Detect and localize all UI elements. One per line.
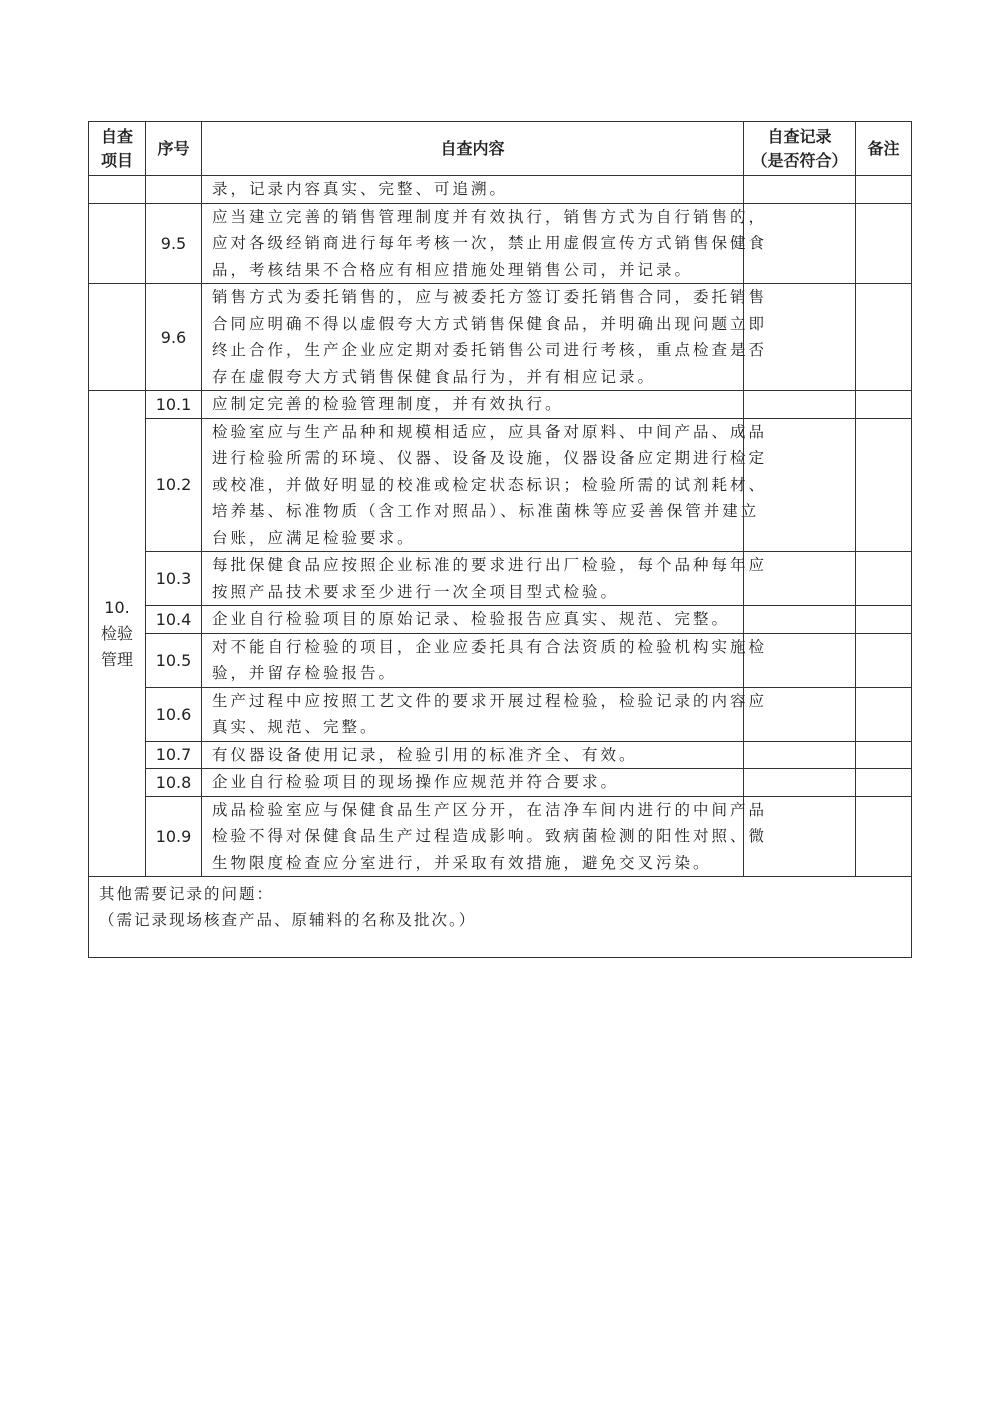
notes-hint: （需记录现场核查产品、原辅料的名称及批次。） xyxy=(99,911,477,929)
table-row xyxy=(89,769,912,797)
content-line: 应对各级经销商进行每年考核一次，禁止用虚假宣传方式销售保健食 xyxy=(212,234,768,252)
header-remark: 备注 xyxy=(856,122,912,176)
content-line: 检验不得对保健食品生产过程造成影响。致病菌检测的阳性对照、微 xyxy=(212,827,768,845)
table-row xyxy=(89,284,912,391)
table-row xyxy=(89,176,912,204)
table-row xyxy=(89,796,912,877)
remark-cell[interactable] xyxy=(856,769,912,797)
seq-cell: 10.1 xyxy=(146,391,202,419)
header-seq: 序号 xyxy=(146,122,202,176)
group-label-line: 检验 xyxy=(100,623,133,643)
content-line: 生产过程中应按照工艺文件的要求开展过程检验，检验记录的内容应 xyxy=(212,691,768,710)
content-line: 对不能自行检验的项目，企业应委托具有合法资质的检验机构实施检 xyxy=(212,637,768,656)
header-item-line: 项目 xyxy=(100,150,133,170)
content-line: 每批保健食品应按照企业标准的要求进行出厂检验，每个品种每年应 xyxy=(212,556,768,574)
content-cell xyxy=(202,203,768,284)
table-row xyxy=(89,606,912,634)
content-line: 验，并留存检验报告。 xyxy=(212,664,398,682)
seq-cell: 10.4 xyxy=(146,606,202,634)
remark-cell[interactable] xyxy=(856,796,912,877)
remark-cell[interactable] xyxy=(856,203,912,284)
group-label-line: 10. xyxy=(104,597,130,617)
header-record-line: （是否符合） xyxy=(751,150,848,170)
table-row xyxy=(89,741,912,769)
seq-cell: 10.9 xyxy=(146,796,202,877)
notes-row xyxy=(89,877,912,958)
header-record xyxy=(744,122,856,176)
remark-cell[interactable] xyxy=(856,284,912,391)
table-row xyxy=(89,552,912,606)
table-row xyxy=(89,203,912,284)
content-cell xyxy=(202,418,768,552)
seq-cell: 9.5 xyxy=(146,203,202,284)
content-cell xyxy=(202,176,744,204)
record-cell[interactable] xyxy=(744,176,856,204)
content-cell xyxy=(202,284,768,391)
remark-cell[interactable] xyxy=(856,606,912,634)
content-cell xyxy=(202,606,744,634)
seq-cell: 9.6 xyxy=(146,284,202,391)
content-line: 检验室应与生产品种和规模相适应，应具备对原料、中间产品、成品 xyxy=(212,422,768,441)
seq-cell: 10.3 xyxy=(146,552,202,606)
notes-label: 其他需要记录的问题： xyxy=(99,885,275,903)
header-item-line: 自查 xyxy=(100,126,133,146)
remark-cell[interactable] xyxy=(856,633,912,687)
table-row xyxy=(89,633,912,687)
content-line: 或校准，并做好明显的校准或检定状态标识；检验所需的试剂耗材、 xyxy=(212,475,768,494)
content-cell xyxy=(202,796,768,877)
content-line: 生物限度检查应分室进行，并采取有效措施，避免交叉污染。 xyxy=(212,853,712,872)
content-line: 有仪器设备使用记录，检验引用的标准齐全、有效。 xyxy=(212,745,638,764)
content-line: 企业自行检验项目的现场操作应规范并符合要求。 xyxy=(212,773,620,791)
item-cell-inspection-management xyxy=(89,391,146,877)
record-cell[interactable] xyxy=(744,741,856,769)
content-cell xyxy=(202,391,744,419)
notes-cell[interactable] xyxy=(89,877,912,958)
content-line: 存在虚假夸大方式销售保健食品行为，并有相应记录。 xyxy=(212,367,657,386)
header-record-line: 自查记录 xyxy=(767,126,832,146)
remark-cell[interactable] xyxy=(856,391,912,419)
remark-cell[interactable] xyxy=(856,741,912,769)
record-cell[interactable] xyxy=(744,391,856,419)
content-cell xyxy=(202,769,744,797)
remark-cell[interactable] xyxy=(856,552,912,606)
item-cell xyxy=(89,203,146,284)
item-cell xyxy=(89,176,146,204)
remark-cell[interactable] xyxy=(856,687,912,741)
content-line: 企业自行检验项目的原始记录、检验报告应真实、规范、完整。 xyxy=(212,610,731,628)
seq-cell: 10.8 xyxy=(146,769,202,797)
header-content: 自查内容 xyxy=(202,122,744,176)
content-line: 按照产品技术要求至少进行一次全项目型式检验。 xyxy=(212,582,620,601)
table-row xyxy=(89,418,912,552)
content-cell xyxy=(202,687,768,741)
content-line: 培养基、标准物质（含工作对照品）、标准菌株等应妥善保管并建立 xyxy=(212,502,760,520)
seq-cell: 10.2 xyxy=(146,418,202,552)
seq-cell: 10.7 xyxy=(146,741,202,769)
seq-cell: 10.5 xyxy=(146,633,202,687)
header-row xyxy=(89,122,912,176)
seq-cell xyxy=(146,176,202,204)
content-cell xyxy=(202,741,744,769)
content-cell xyxy=(202,552,768,606)
group-label-line: 管理 xyxy=(100,649,133,669)
content-line: 品，考核结果不合格应有相应措施处理销售公司，并记录。 xyxy=(212,260,694,279)
seq-cell: 10.6 xyxy=(146,687,202,741)
content-line: 成品检验室应与保健食品生产区分开，在洁净车间内进行的中间产品 xyxy=(212,800,768,819)
self-inspection-table xyxy=(88,121,912,958)
header-item xyxy=(89,122,146,176)
table-row xyxy=(89,391,912,419)
table-row xyxy=(89,687,912,741)
record-cell[interactable] xyxy=(744,606,856,634)
record-cell[interactable] xyxy=(744,769,856,797)
content-line: 终止合作，生产企业应定期对委托销售公司进行考核，重点检查是否 xyxy=(212,341,768,359)
content-line: 应制定完善的检验管理制度，并有效执行。 xyxy=(212,395,564,413)
content-line: 真实、规范、完整。 xyxy=(212,718,379,736)
content-cell xyxy=(202,633,768,687)
content-line: 应当建立完善的销售管理制度并有效执行，销售方式为自行销售的， xyxy=(212,207,768,226)
content-line: 录，记录内容真实、完整、可追溯。 xyxy=(212,180,509,198)
content-line: 合同应明确不得以虚假夸大方式销售保健食品，并明确出现问题立即 xyxy=(212,314,768,333)
content-line: 销售方式为委托销售的，应与被委托方签订委托销售合同，委托销售 xyxy=(212,288,768,306)
remark-cell[interactable] xyxy=(856,418,912,552)
content-line: 进行检验所需的环境、仪器、设备及设施，仪器设备应定期进行检定 xyxy=(212,449,768,467)
remark-cell[interactable] xyxy=(856,176,912,204)
content-line: 台账，应满足检验要求。 xyxy=(212,528,416,547)
item-cell xyxy=(89,284,146,391)
